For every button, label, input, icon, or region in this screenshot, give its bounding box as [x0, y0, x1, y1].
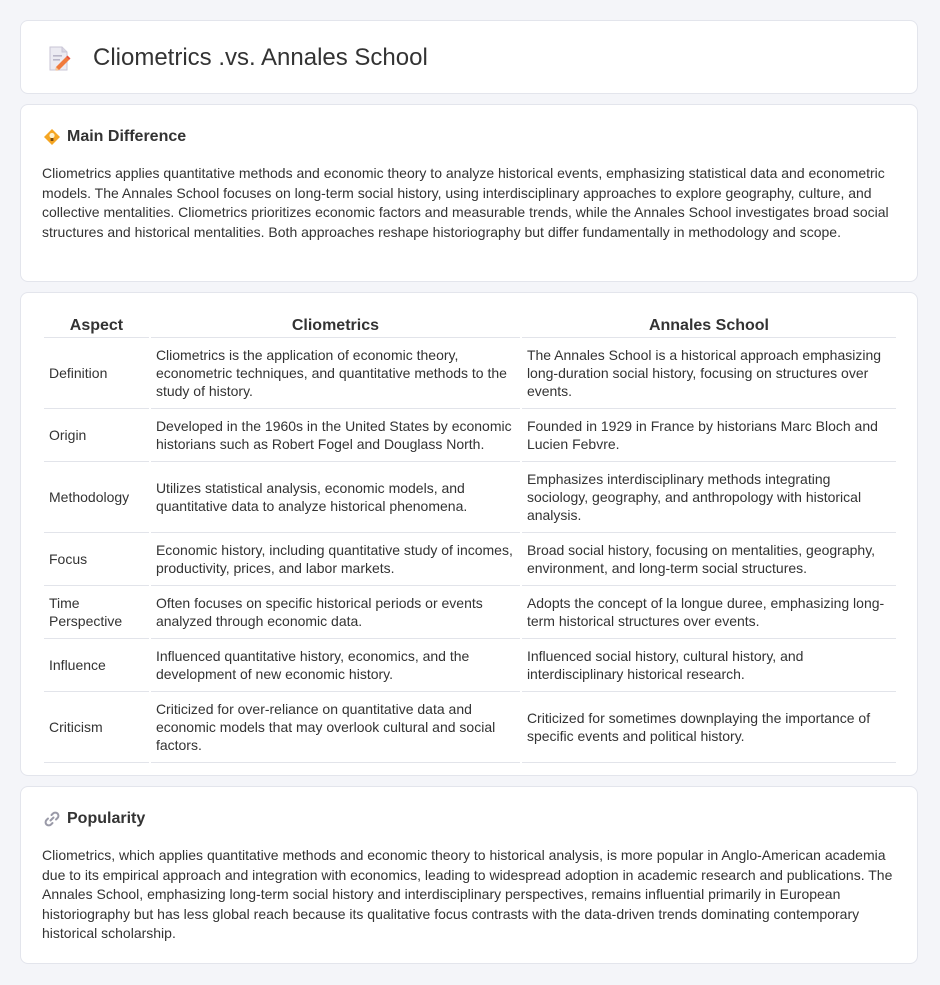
table-row	[44, 533, 896, 586]
table-row	[44, 586, 896, 639]
annales-cell: Criticized for sometimes downplaying the importance of specific events and political history.	[522, 692, 896, 763]
cliometrics-cell: Cliometrics is the application of economic theory, econometric techniques, and quantitative methods to the study of history.	[151, 338, 520, 409]
aspect-cell: Definition	[44, 338, 149, 409]
table-row	[44, 639, 896, 692]
main-difference-section	[20, 104, 918, 282]
cliometrics-cell: Influenced quantitative history, economics, and the development of new economic history.	[151, 639, 520, 692]
annales-cell: The Annales School is a historical approach emphasizing long-duration social history, focusing on structures over events.	[522, 338, 896, 409]
cliometrics-cell: Economic history, including quantitative study of incomes, productivity, prices, and labor markets.	[151, 533, 520, 586]
page-title: Cliometrics .vs. Annales School	[93, 44, 428, 71]
table-row	[44, 409, 896, 462]
column-header-aspect: Aspect	[44, 314, 149, 338]
cliometrics-cell: Utilizes statistical analysis, economic models, and quantitative data to analyze historical phenomena.	[151, 462, 520, 533]
aspect-cell: Criticism	[44, 692, 149, 763]
table-header-row	[44, 314, 896, 338]
annales-cell: Emphasizes interdisciplinary methods integrating sociology, geography, and anthropology with historical analysis.	[522, 462, 896, 533]
link-icon	[43, 810, 61, 828]
annales-cell: Broad social history, focusing on mentalities, geography, environment, and long-term social structures.	[522, 533, 896, 586]
comparison-section	[20, 292, 918, 776]
cliometrics-cell: Developed in the 1960s in the United States by economic historians such as Robert Fogel and Douglass North.	[151, 409, 520, 462]
lightbulb-icon	[43, 128, 61, 146]
popularity-section	[20, 786, 918, 964]
table-row	[44, 462, 896, 533]
table-row	[44, 338, 896, 409]
column-header-annales: Annales School	[522, 314, 896, 338]
cliometrics-cell: Criticized for over-reliance on quantitative data and economic models that may overlook cultural and social factors.	[151, 692, 520, 763]
annales-cell: Founded in 1929 in France by historians Marc Bloch and Lucien Febvre.	[522, 409, 896, 462]
cliometrics-cell: Often focuses on specific historical periods or events analyzed through economic data.	[151, 586, 520, 639]
aspect-cell: Time Perspective	[44, 586, 149, 639]
comparison-table	[42, 314, 898, 763]
aspect-cell: Methodology	[44, 462, 149, 533]
table-row	[44, 692, 896, 763]
title-card	[20, 20, 918, 94]
aspect-cell: Focus	[44, 533, 149, 586]
document-pencil-icon	[47, 46, 71, 72]
annales-cell: Influenced social history, cultural history, and interdisciplinary historical research.	[522, 639, 896, 692]
popularity-text: Cliometrics, which applies quantitative methods and economic theory to historical analysis, is more popular in Anglo-American academia due to its empirical approach and integration with economics, leading to widespread adoption in academic research and publications. The Annales School, emphasizing long-term social history and interdisciplinary perspectives, remains influential primarily in European historiography but has less global reach because its qualitative focus contrasts with the data-driven trends dominating contemporary historical scholarship.	[42, 847, 893, 942]
aspect-cell: Origin	[44, 409, 149, 462]
popularity-heading: Popularity	[67, 810, 146, 827]
annales-cell: Adopts the concept of la longue duree, emphasizing long-term historical structures over events.	[522, 586, 896, 639]
main-difference-heading: Main Difference	[67, 128, 187, 145]
column-header-cliometrics: Cliometrics	[151, 314, 520, 338]
main-difference-text: Cliometrics applies quantitative methods and economic theory to analyze historical events, emphasizing statistical data and econometric models. The Annales School focuses on long-term social history, using interdisciplinary approaches to explore geography, culture, and collective mentalities. Cliometrics prioritizes economic factors and measurable trends, while the Annales School investigates broad social structures and historical mentalities. Both approaches reshape historiography but differ fundamentally in methodology and scope.	[42, 165, 889, 240]
aspect-cell: Influence	[44, 639, 149, 692]
